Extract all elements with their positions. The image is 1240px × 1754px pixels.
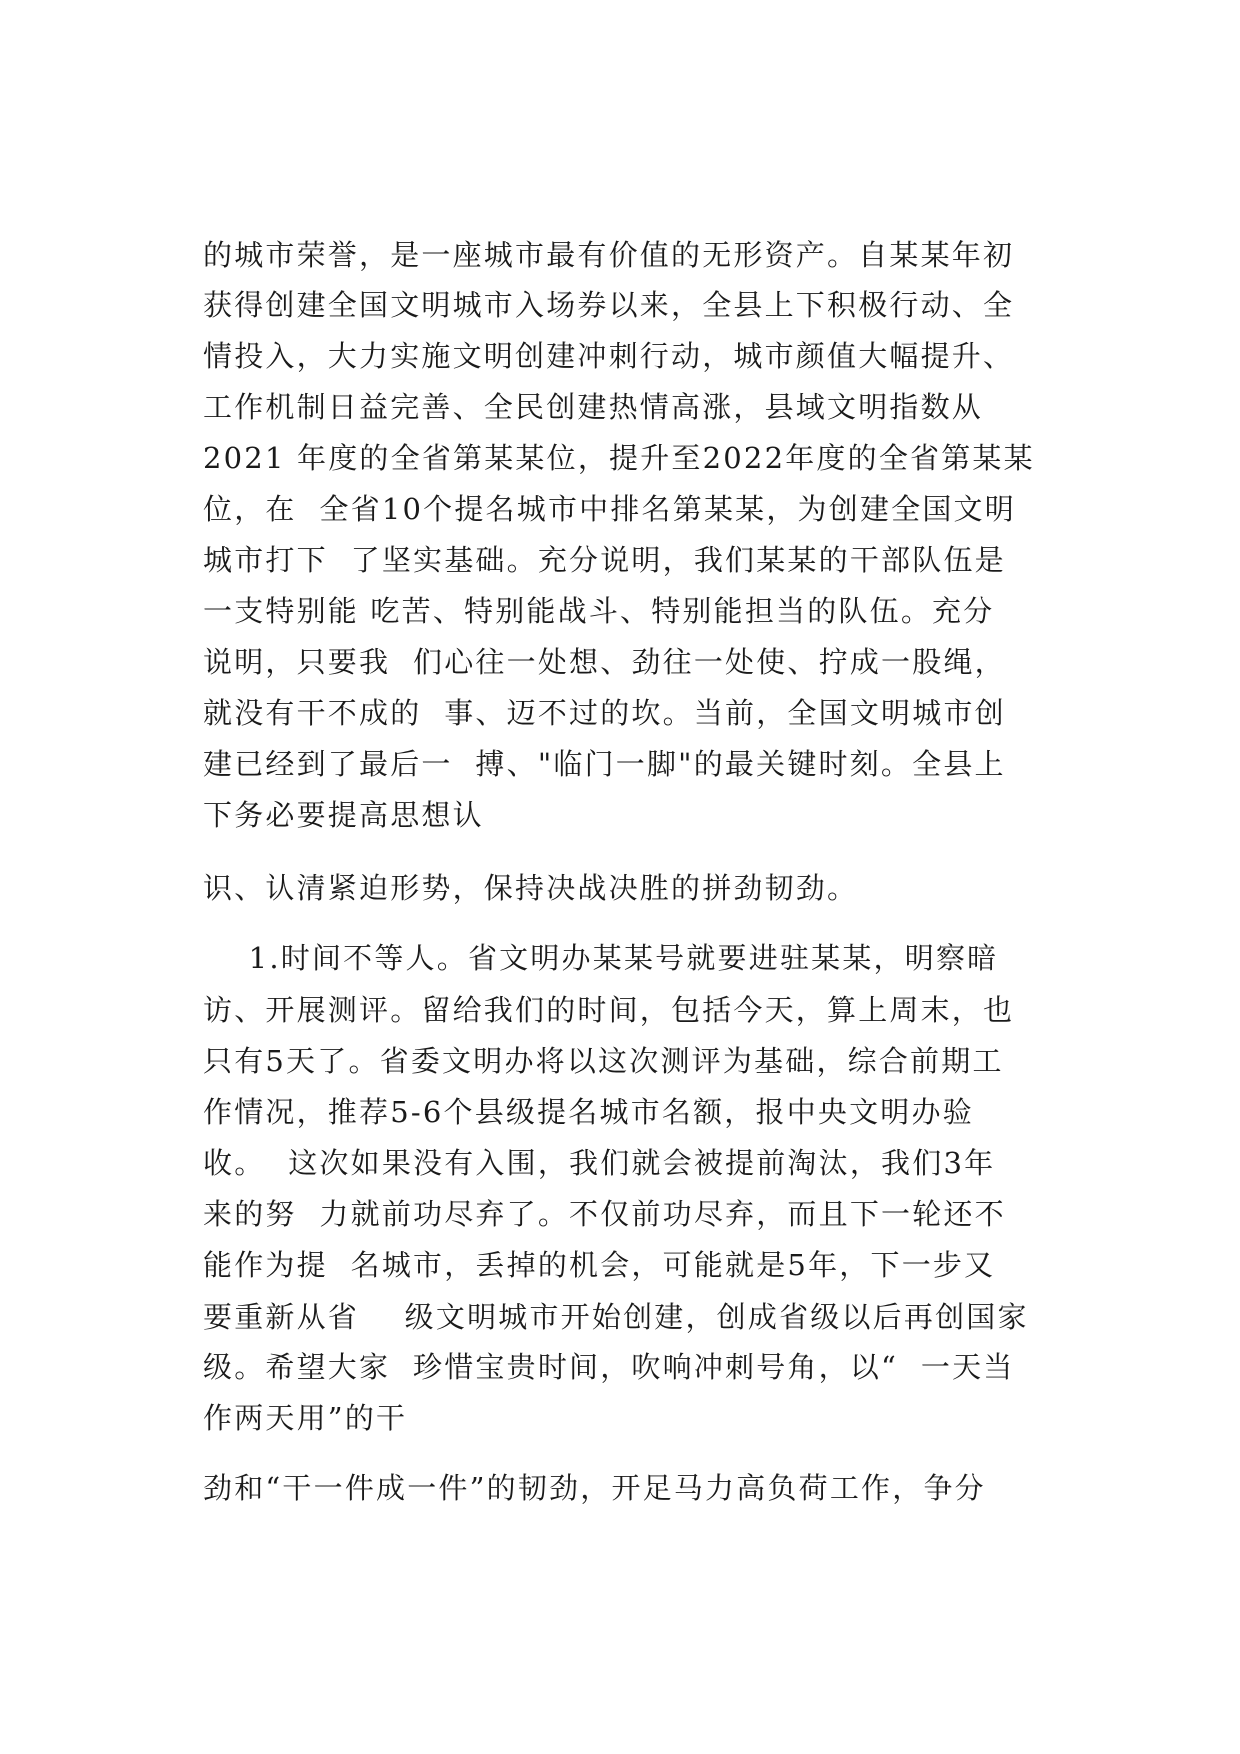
text-line: 城市打下 了坚实基础。充分说明，我们某某的干部队伍是 [203,543,1006,577]
text-line: 级。希望大家 珍惜宝贵时间，吹响冲刺号角，以“ 一天当 [203,1350,1015,1384]
text-line: 能作为提 名城市，丢掉的机会，可能就是5年，下一步又 [203,1248,996,1282]
text-line: 就没有干不成的 事、迈不过的坎。当前，全国文明城市创 [203,696,1006,730]
text-line: 访、开展测评。留给我们的时间，包括今天，算上周末，也 [203,993,1015,1027]
text-line: 下务必要提高思想认 [203,798,484,832]
text-line: 要重新从省 级文明城市开始创建，创成省级以后再创国家 [203,1300,1029,1334]
text-line: 2021 年度的全省第某某位，提升至2022年度的全省第某某 [203,441,1035,475]
text-line: 获得创建全国文明城市入场券以来，全县上下积极行动、全 [203,288,1015,322]
text-line: 说明，只要我 们心往一处想、劲往一处使、拧成一股绳， [203,645,1006,679]
text-line: 收。 这次如果没有入围，我们就会被提前淘汰，我们3年 [203,1146,996,1180]
text-line: 一支特别能 吃苦、特别能战斗、特别能担当的队伍。充分 [203,594,995,628]
text-line: 情投入，大力实施文明创建冲刺行动，城市颜值大幅提升、 [203,339,1015,373]
text-line: 识、认清紧迫形势，保持决战决胜的拼劲韧劲。 [203,871,859,905]
text-line: 作两天用”的干 [203,1401,408,1435]
text-line: 的城市荣誉，是一座城市最有价值的无形资产。自某某年初 [203,238,1015,272]
text-line: 1.时间不等人。省文明办某某号就要进驻某某，明察暗 [203,941,999,975]
text-line: 作情况，推荐5-6个县级提名城市名额，报中央文明办验 [203,1095,974,1129]
text-line: 位，在 全省10个提名城市中排名第某某，为创建全国文明 [203,492,1016,526]
text-line: 只有5天了。省委文明办将以这次测评为基础，综合前期工 [203,1044,1004,1078]
text-line: 来的努 力就前功尽弃了。不仅前功尽弃，而且下一轮还不 [203,1197,1006,1231]
text-line: 劲和“干一件成一件”的韧劲，开足马力高负荷工作，争分 [203,1471,986,1505]
text-line: 建已经到了最后一 搏、"临门一脚"的最关键时刻。全县上 [203,747,1006,781]
text-line: 工作机制日益完善、全民创建热情高涨，县域文明指数从 [203,390,984,424]
